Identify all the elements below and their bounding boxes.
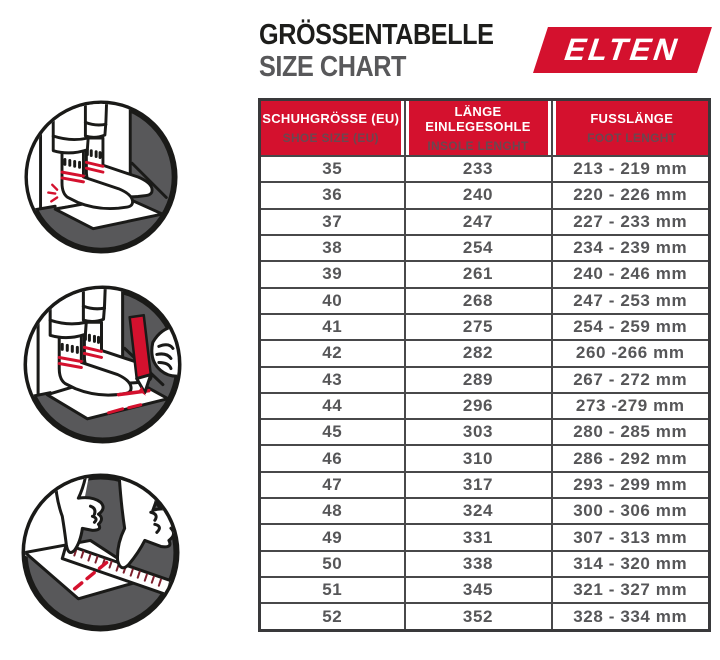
table-row xyxy=(260,340,710,366)
table-row xyxy=(260,577,710,603)
cell-foot-length: 300 - 306 mm xyxy=(552,498,710,524)
column-header-shoe-size xyxy=(260,100,405,157)
table-row xyxy=(260,524,710,550)
cell-foot-length: 307 - 313 mm xyxy=(552,524,710,550)
cell-shoe-size: 42 xyxy=(260,340,405,366)
page-title xyxy=(259,19,494,83)
cell-shoe-size: 44 xyxy=(260,393,405,419)
elten-logo-text: ELTEN xyxy=(559,32,686,67)
table-row xyxy=(260,156,710,182)
cell-insole-length: 247 xyxy=(405,209,552,235)
cell-insole-length: 331 xyxy=(405,524,552,550)
table-row xyxy=(260,419,710,445)
cell-insole-length: 310 xyxy=(405,445,552,471)
table-row xyxy=(260,367,710,393)
table-header-row xyxy=(260,100,710,157)
table-row xyxy=(260,603,710,630)
elten-logo xyxy=(533,27,712,73)
cell-foot-length: 234 - 239 mm xyxy=(552,235,710,261)
column-title-de: FUSSLÄNGE xyxy=(590,111,674,126)
cell-insole-length: 268 xyxy=(405,288,552,314)
cell-shoe-size: 43 xyxy=(260,367,405,393)
column-header-insole-length xyxy=(405,100,552,157)
cell-insole-length: 240 xyxy=(405,182,552,208)
cell-foot-length: 293 - 299 mm xyxy=(552,472,710,498)
cell-shoe-size: 45 xyxy=(260,419,405,445)
cell-foot-length: 254 - 259 mm xyxy=(552,314,710,340)
cell-insole-length: 352 xyxy=(405,603,552,630)
cell-insole-length: 233 xyxy=(405,156,552,182)
table-row xyxy=(260,445,710,471)
column-title-en: SHOE SIZE (EU) xyxy=(282,131,379,145)
cell-insole-length: 275 xyxy=(405,314,552,340)
page-title-german: GRÖSSENTABELLE xyxy=(259,19,494,51)
table-row xyxy=(260,182,710,208)
cell-foot-length: 267 - 272 mm xyxy=(552,367,710,393)
cell-shoe-size: 39 xyxy=(260,261,405,287)
table-row xyxy=(260,209,710,235)
table-row xyxy=(260,314,710,340)
cell-insole-length: 317 xyxy=(405,472,552,498)
cell-insole-length: 282 xyxy=(405,340,552,366)
cell-insole-length: 324 xyxy=(405,498,552,524)
cell-insole-length: 289 xyxy=(405,367,552,393)
table-row xyxy=(260,472,710,498)
table-row xyxy=(260,498,710,524)
size-table-body xyxy=(260,156,710,631)
cell-shoe-size: 40 xyxy=(260,288,405,314)
table-row xyxy=(260,288,710,314)
cell-shoe-size: 48 xyxy=(260,498,405,524)
cell-shoe-size: 52 xyxy=(260,603,405,630)
table-row xyxy=(260,261,710,287)
cell-shoe-size: 50 xyxy=(260,551,405,577)
cell-insole-length: 338 xyxy=(405,551,552,577)
cell-shoe-size: 51 xyxy=(260,577,405,603)
column-title-de: LÄNGE EINLEGESOHLE xyxy=(425,103,531,134)
cell-foot-length: 220 - 226 mm xyxy=(552,182,710,208)
measure-step2-mark-illustration xyxy=(22,284,183,445)
cell-insole-length: 254 xyxy=(405,235,552,261)
table-row xyxy=(260,235,710,261)
measure-step3-ruler-illustration xyxy=(20,472,181,633)
cell-insole-length: 303 xyxy=(405,419,552,445)
cell-foot-length: 240 - 246 mm xyxy=(552,261,710,287)
cell-insole-length: 296 xyxy=(405,393,552,419)
table-row xyxy=(260,393,710,419)
measure-step1-stand-illustration xyxy=(23,99,179,255)
cell-shoe-size: 36 xyxy=(260,182,405,208)
column-title-de: SCHUHGRÖSSE (EU) xyxy=(262,111,400,126)
cell-foot-length: 280 - 285 mm xyxy=(552,419,710,445)
cell-shoe-size: 47 xyxy=(260,472,405,498)
cell-foot-length: 260 -266 mm xyxy=(552,340,710,366)
cell-foot-length: 247 - 253 mm xyxy=(552,288,710,314)
page-title-english: SIZE CHART xyxy=(259,51,407,83)
cell-foot-length: 328 - 334 mm xyxy=(552,603,710,630)
cell-insole-length: 261 xyxy=(405,261,552,287)
table-row xyxy=(260,551,710,577)
cell-insole-length: 345 xyxy=(405,577,552,603)
cell-foot-length: 213 - 219 mm xyxy=(552,156,710,182)
cell-foot-length: 286 - 292 mm xyxy=(552,445,710,471)
cell-shoe-size: 41 xyxy=(260,314,405,340)
column-title-en: INSOLE LENGHT xyxy=(427,138,529,153)
column-header-foot-length xyxy=(552,100,710,157)
cell-foot-length: 321 - 327 mm xyxy=(552,577,710,603)
cell-shoe-size: 49 xyxy=(260,524,405,550)
cell-shoe-size: 37 xyxy=(260,209,405,235)
column-title-en: FOOT LENGHT xyxy=(587,131,677,145)
cell-foot-length: 273 -279 mm xyxy=(552,393,710,419)
size-chart-table xyxy=(258,98,711,632)
cell-foot-length: 314 - 320 mm xyxy=(552,551,710,577)
cell-foot-length: 227 - 233 mm xyxy=(552,209,710,235)
cell-shoe-size: 38 xyxy=(260,235,405,261)
cell-shoe-size: 46 xyxy=(260,445,405,471)
cell-shoe-size: 35 xyxy=(260,156,405,182)
